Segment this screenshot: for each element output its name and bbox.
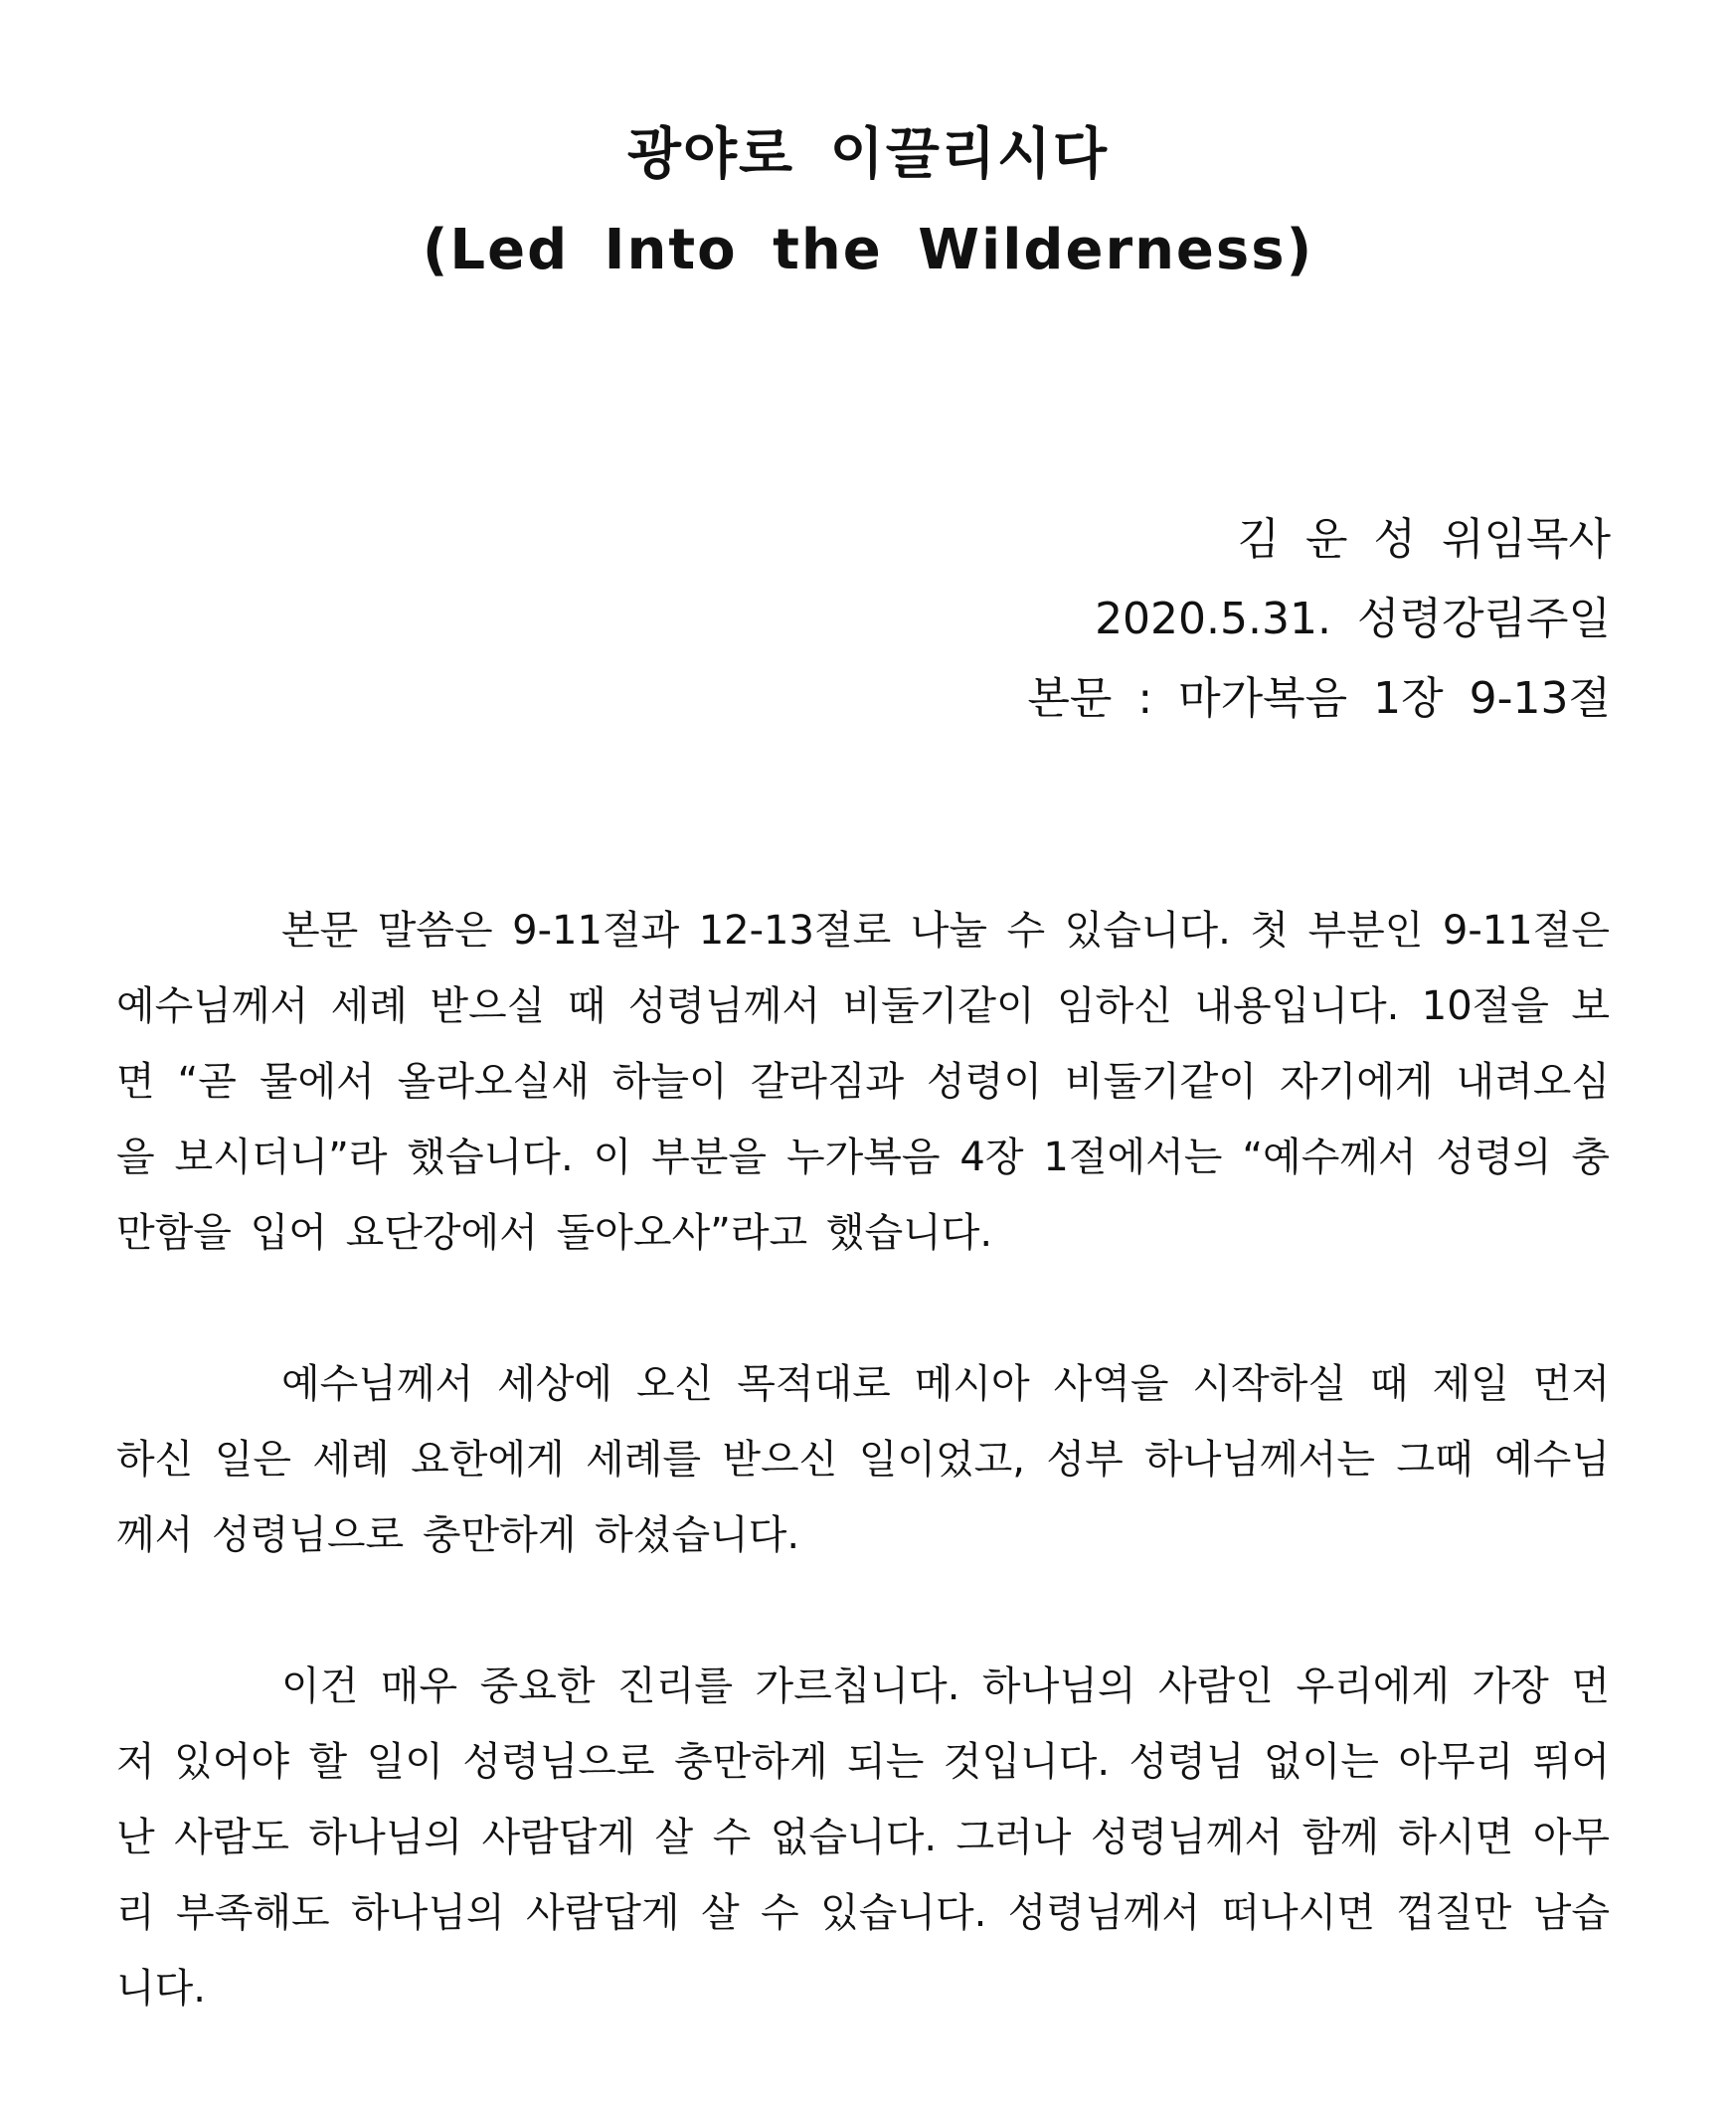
sermon-title-korean: 광야로 이끌리시다 — [626, 122, 1110, 187]
body-paragraph: 본문 말씀은 9-11절과 12-13절로 나눌 수 있습니다. 첫 부분인 9-11절은 예수님께서 세례 받으실 때 성령님께서 비둘기같이 임하신 내용입니다. 10절을 보면 “곧 물에서 올라오실새 하늘이 갈라짐과 성령이 비둘기같이 자기에게 내려오심을 보시더니”라 했습니다. 이 부분을 누가복음 4장 1절에서는 “예수께서 성령의 충만함을 입어 요단강에서 돌아오사”라고 했습니다. — [116, 908, 1610, 1256]
body-paragraph: 예수님께서 세상에 오신 목적대로 메시아 사역을 시작하실 때 제일 먼저 하신 일은 세례 요한에게 세례를 받으신 일이었고, 성부 하나님께서는 그때 예수님께서 성령님으로 충만하게 하셨습니다. — [116, 1361, 1610, 1558]
sermon-body — [116, 893, 1610, 2102]
sermon-title-english: (Led Into the Wilderness) — [422, 218, 1314, 282]
title-block — [0, 107, 1736, 298]
date-occasion-line: 2020.5.31. 성령강림주일 — [1095, 594, 1611, 644]
scripture-line: 본문 : 마가복음 1장 9-13절 — [1027, 673, 1611, 724]
body-paragraph: 이건 매우 중요한 진리를 가르칩니다. 하나님의 사람인 우리에게 가장 먼저 있어야 할 일이 성령님으로 충만하게 되는 것입니다. 성령님 없이는 아무리 뛰어난 사람도 하나님의 사람답게 살 수 없습니다. 그러나 성령님께서 함께 하시면 아무리 부족해도 하나님의 사람답게 살 수 있습니다. 성령님께서 떠나시면 껍질만 남습니다. — [116, 1664, 1610, 2012]
sermon-meta — [1027, 500, 1611, 739]
author-line: 김 운 성 위임목사 — [1237, 514, 1611, 565]
